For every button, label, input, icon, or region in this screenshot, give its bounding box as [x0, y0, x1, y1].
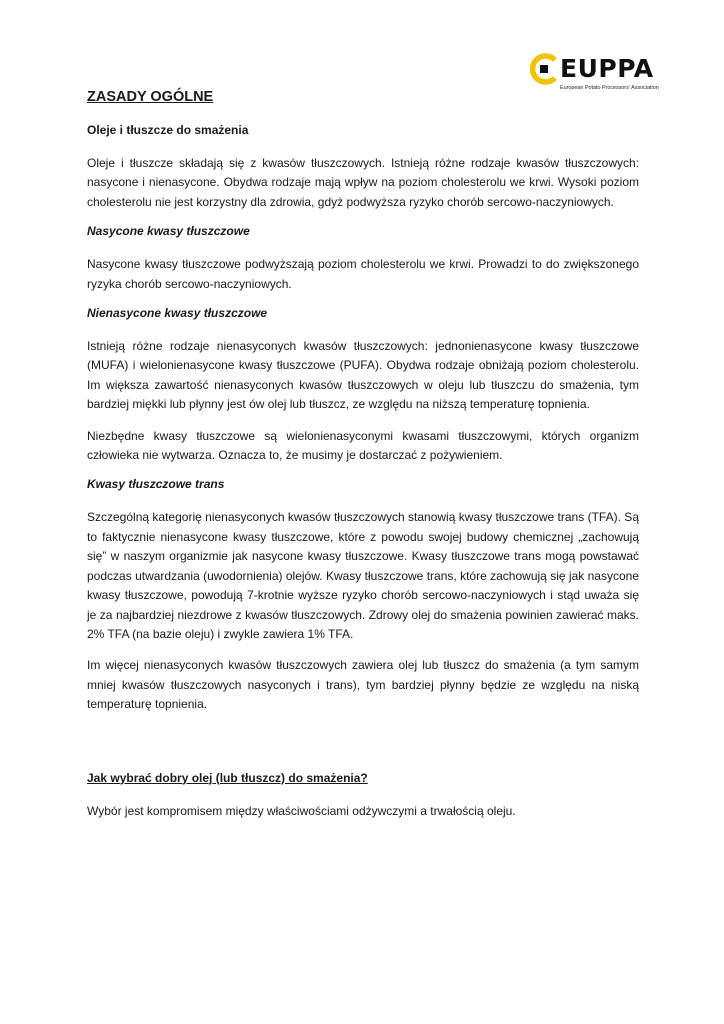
- document-body: [87, 88, 639, 833]
- section-heading-trans: Kwasy tłuszczowe trans: [87, 477, 225, 492]
- logo-text: EUPPA: [560, 54, 654, 83]
- section-heading-choose-oil: Jak wybrać dobry olej (lub tłuszcz) do smażenia?: [87, 770, 368, 785]
- paragraph-trans-2: Im więcej nienasyconych kwasów tłuszczowych zawiera olej lub tłuszcz do smażenia (a tym samym mniej kwasów tłuszczowych nasyconych i trans), tym bardziej płynny będzie ze względu na niską temperaturę topnienia.: [87, 658, 639, 712]
- paragraph-unsaturated-1: Istnieją różne rodzaje nienasyconych kwasów tłuszczowych: jednonienasycone kwasy tłuszczowe (MUFA) i wielonienasycone kwasy tłuszczowe (PUFA). Obydwa rodzaje obniżają poziom cholesterolu. Im większa zawartość nienasyconych kwasów tłuszczowych w oleju lub tłuszczu do smażenia, tym bardziej miękki lub płynny jest ów olej lub tłuszcz, ze względu na niższą temperaturę topnienia.: [87, 339, 639, 412]
- euppa-logo-mark-icon: [527, 52, 561, 86]
- paragraph-trans-1: Szczególną kategorię nienasyconych kwasów tłuszczowych stanowią kwasy tłuszczowe trans (TFA). Są to faktycznie nienasycone kwasy tłuszczowe, które z powodu swojej budowy chemicznej „zachowują się” w naszym organizmie jak nasycone kwasy tłuszczowe. Kwasy tłuszczowe trans mogą powstawać podczas utwardzania (uwodornienia) olejów. Kwasy tłuszczowe trans, które zachowują się jak nasycone kwasy tłuszczowe, powodują 7-krotnie wyższe ryzyko chorób sercowo-naczyniowych i stąd uważa się je za najbardziej niezdrowe z kwasów tłuszczowych. Zdrowy olej do smażenia powinien zawierać maks. 2% TFA (na bazie oleju) i zwykle zawiera 1% TFA.: [87, 510, 639, 641]
- paragraph-unsaturated-2: Niezbędne kwasy tłuszczowe są wielonienasyconymi kwasami tłuszczowymi, których organizm człowieka nie wytwarza. Oznacza to, że musimy je dostarczać z pożywieniem.: [87, 428, 639, 463]
- section-heading-unsaturated: Nienasycone kwasy tłuszczowe: [87, 306, 268, 321]
- section-heading-saturated: Nasycone kwasy tłuszczowe: [87, 224, 250, 239]
- paragraph-oils-intro: Oleje i tłuszcze składają się z kwasów tłuszczowych. Istnieją różne rodzaje kwasów tłuszczowych: nasycone i nienasycone. Obydwa rodzaje mają wpływ na poziom cholesterolu we krwi. Wysoki poziom cholesterolu nie jest korzystny dla zdrowia, gdyż podwyższa ryzyko chorób sercowo-naczyniowych.: [87, 156, 639, 209]
- paragraph-saturated: Nasycone kwasy tłuszczowe podwyższają poziom cholesterolu we krwi. Prowadzi to do zwiększonego ryzyka chorób sercowo-naczyniowych.: [87, 257, 639, 291]
- logo-subtitle: European Potato Processors' Association: [560, 85, 659, 91]
- paragraph-choose-oil: Wybór jest kompromisem między właściwościami odżywczymi a trwałością oleju.: [87, 803, 516, 818]
- page-title: ZASADY OGÓLNE: [87, 89, 214, 105]
- section-heading-oils: Oleje i tłuszcze do smażenia: [87, 123, 249, 137]
